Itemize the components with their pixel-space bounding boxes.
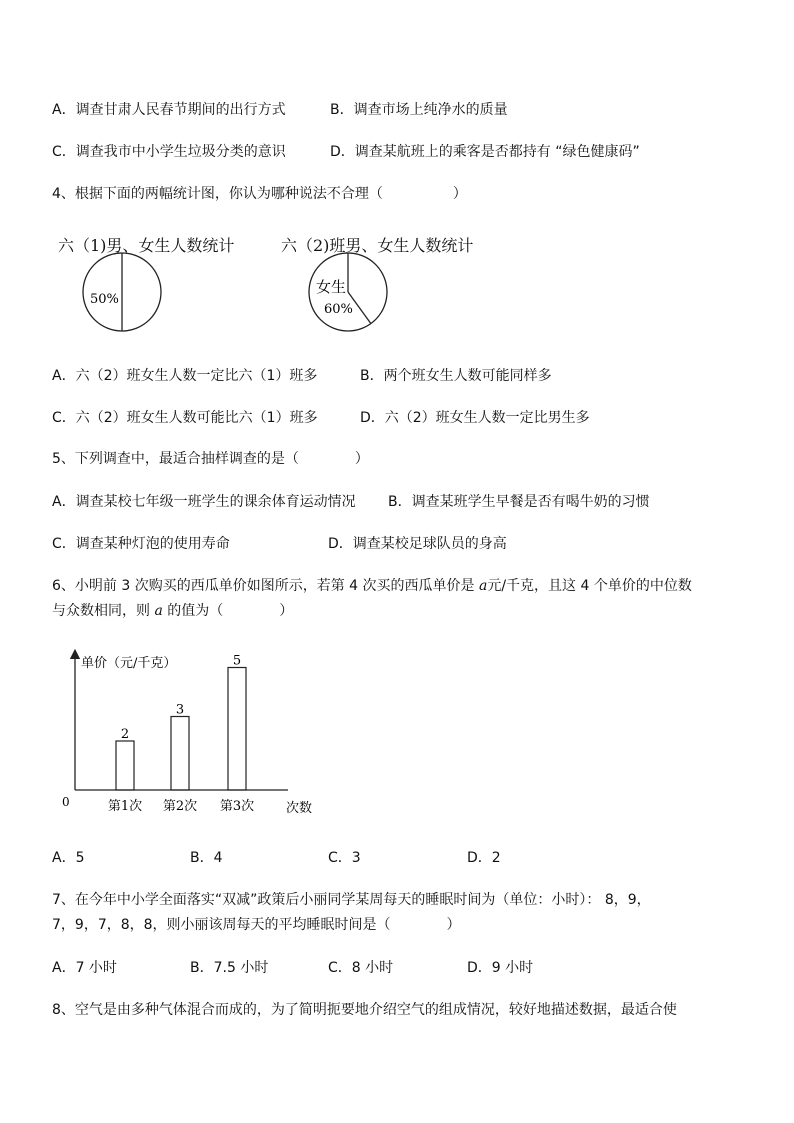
q8-stem-line1: 8、空气是由多种气体混合而成的，为了简明扼要地介绍空气的组成情况，较好地描述数据，最适合使 [52, 1002, 677, 1018]
q6-option-c: C．3 [328, 850, 361, 866]
q3-option-a: A．调查甘肃人民春节期间的出行方式 [52, 102, 286, 118]
q7-option-b: B．7.5 小时 [190, 960, 269, 976]
q6-var-a: a [478, 578, 488, 594]
q7-option-d: D．9 小时 [467, 960, 534, 976]
bar-category-label-1: 第1次 [107, 799, 143, 814]
y-axis-label: 单价（元/千克） [81, 656, 177, 671]
bar-value-label-3: 5 [232, 653, 242, 669]
q7-stem-line2: 7，9，7，8，8，则小丽该周每天的平均睡眠时间是（ ） [52, 917, 461, 933]
q5-option-a: A．调查某校七年级一班学生的课余体育运动情况 [52, 494, 356, 510]
q4-option-b: B．两个班女生人数可能同样多 [360, 368, 552, 384]
pie2-chart [306, 252, 396, 336]
q6-stem-line2 [52, 601, 293, 621]
q6-option-d: D．2 [467, 850, 501, 866]
q6-stem2-pre: 与众数相同，则 [52, 603, 155, 619]
q6-stem-line1 [52, 576, 692, 596]
pie2-title: 六（2)班男、女生人数统计 [281, 236, 474, 255]
bar-1 [116, 741, 134, 790]
q5-option-b: B．调查某班学生早餐是否有喝牛奶的习惯 [388, 494, 650, 510]
q5-option-c: C．调查某种灯泡的使用寿命 [52, 536, 230, 552]
pie1-chart [80, 252, 170, 336]
bar-value-label-2: 3 [175, 702, 185, 718]
q6-stem1-pre: 6、小明前 3 次购买的西瓜单价如图所示，若第 4 次买的西瓜单价是 [52, 578, 479, 594]
bar-category-label-3: 第3次 [219, 799, 255, 814]
bar-value-label-1: 2 [120, 727, 130, 742]
pie2-label-name: 女生 [316, 278, 347, 296]
q7-option-a: A．7 小时 [52, 960, 117, 976]
pie2-label-pct: 60% [324, 302, 353, 317]
q6-stem2-post: 的值为（ ） [162, 603, 294, 619]
bar-chart [58, 648, 338, 820]
q4-option-a: A．六（2）班女生人数一定比六（1）班多 [52, 368, 318, 384]
pie1-label: 50% [90, 292, 119, 307]
q4-option-d: D．六（2）班女生人数一定比男生多 [360, 410, 590, 426]
x-axis-label: 次数 [286, 801, 313, 816]
q5-option-d: D．调查某校足球队员的身高 [328, 536, 507, 552]
q4-stem: 4、根据下面的两幅统计图，你认为哪种说法不合理（ ） [52, 186, 467, 202]
q3-option-d: D．调查某航班上的乘客是否都持有 “绿色健康码” [330, 144, 640, 160]
q3-option-b: B．调查市场上纯净水的质量 [330, 102, 508, 118]
q6-option-a: A．5 [52, 850, 85, 866]
q6-option-b: B．4 [190, 850, 223, 866]
bar-2 [171, 717, 189, 791]
q6-var-a-2: a [154, 603, 163, 619]
bar-3 [228, 668, 246, 791]
pie1-title: 六（1)男、女生人数统计 [58, 236, 235, 255]
q7-stem-line1: 7、在今年中小学全面落实“双减”政策后小丽同学某周每天的睡眠时间为（单位：小时）： 8，9， [52, 892, 651, 908]
q4-option-c: C．六（2）班女生人数可能比六（1）班多 [52, 410, 318, 426]
bar-category-label-2: 第2次 [162, 799, 198, 814]
q5-stem: 5、下列调查中，最适合抽样调查的是（ ） [52, 451, 369, 467]
q7-option-c: C．8 小时 [328, 960, 394, 976]
q3-option-c: C．调查我市中小学生垃圾分类的意识 [52, 144, 286, 160]
origin-label: 0 [62, 795, 70, 809]
q6-stem1-post: 元/千克，且这 4 个单价的中位数 [487, 578, 692, 594]
